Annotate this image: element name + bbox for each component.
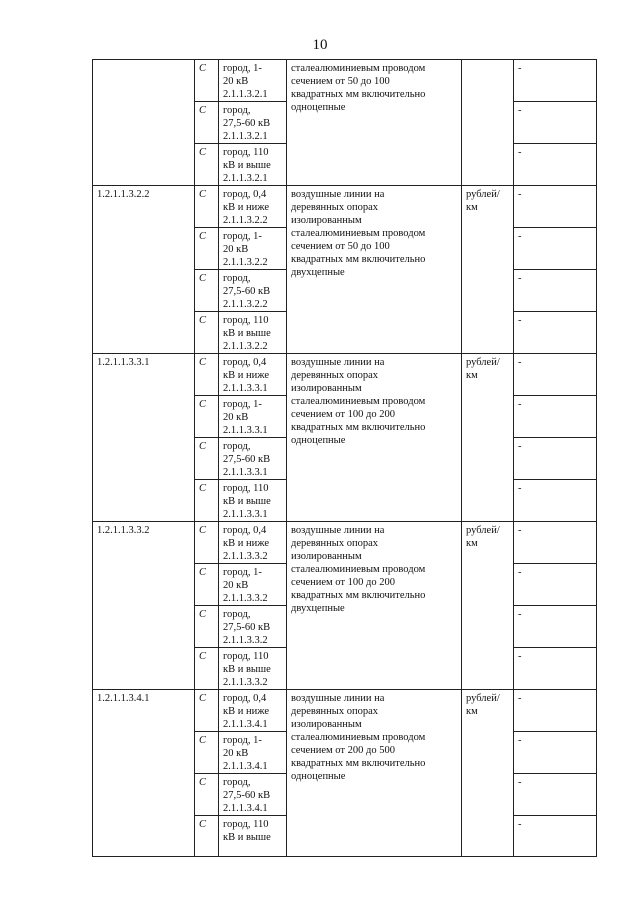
category-cell: С <box>195 270 219 312</box>
table-row <box>93 60 597 102</box>
value-cell: - <box>514 816 597 857</box>
table-row <box>93 522 597 564</box>
value-cell: - <box>514 144 597 186</box>
value-cell: - <box>514 60 597 102</box>
tariff-table <box>92 59 597 857</box>
unit-cell: рублей/ км <box>462 186 514 354</box>
voltage-cell: город, 110 кВ и выше 2.1.1.3.2.1 <box>219 144 287 186</box>
value-cell: - <box>514 564 597 606</box>
value-cell: - <box>514 522 597 564</box>
table-row <box>93 690 597 732</box>
voltage-cell: город, 1- 20 кВ 2.1.1.3.3.2 <box>219 564 287 606</box>
category-cell: С <box>195 438 219 480</box>
row-code: 1.2.1.1.3.4.1 <box>93 690 195 857</box>
unit-cell: рублей/ км <box>462 354 514 522</box>
category-cell: С <box>195 186 219 228</box>
value-cell: - <box>514 690 597 732</box>
voltage-cell: город, 110 кВ и выше 2.1.1.3.3.2 <box>219 648 287 690</box>
row-code: 1.2.1.1.3.3.1 <box>93 354 195 522</box>
value-cell: - <box>514 438 597 480</box>
voltage-cell: город, 110 кВ и выше <box>219 816 287 857</box>
category-cell: С <box>195 690 219 732</box>
voltage-cell: город, 0,4 кВ и ниже 2.1.1.3.3.2 <box>219 522 287 564</box>
voltage-cell: город, 27,5-60 кВ 2.1.1.3.3.1 <box>219 438 287 480</box>
description-cell: сталеалюминиевым проводом сечением от 50 до 100 квадратных мм включительно одноцепные <box>287 60 462 186</box>
page-number: 10 <box>312 37 328 53</box>
category-cell: С <box>195 312 219 354</box>
value-cell: - <box>514 228 597 270</box>
value-cell: - <box>514 354 597 396</box>
row-code <box>93 60 195 186</box>
row-code: 1.2.1.1.3.2.2 <box>93 186 195 354</box>
voltage-cell: город, 27,5-60 кВ 2.1.1.3.4.1 <box>219 774 287 816</box>
category-cell: С <box>195 732 219 774</box>
voltage-cell: город, 110 кВ и выше 2.1.1.3.3.1 <box>219 480 287 522</box>
value-cell: - <box>514 270 597 312</box>
voltage-cell: город, 1- 20 кВ 2.1.1.3.4.1 <box>219 732 287 774</box>
unit-cell <box>462 60 514 186</box>
value-cell: - <box>514 606 597 648</box>
value-cell: - <box>514 648 597 690</box>
category-cell: С <box>195 564 219 606</box>
voltage-cell: город, 0,4 кВ и ниже 2.1.1.3.4.1 <box>219 690 287 732</box>
category-cell: С <box>195 102 219 144</box>
voltage-cell: город, 110 кВ и выше 2.1.1.3.2.2 <box>219 312 287 354</box>
category-cell: С <box>195 60 219 102</box>
category-cell: С <box>195 396 219 438</box>
value-cell: - <box>514 186 597 228</box>
description-cell: воздушные линии на деревянных опорах изолированным сталеалюминиевым проводом сечением от 100 до 200 квадратных мм включительно одноцепные <box>287 354 462 522</box>
unit-cell: рублей/ км <box>462 690 514 857</box>
description-cell: воздушные линии на деревянных опорах изолированным сталеалюминиевым проводом сечением от 50 до 100 квадратных мм включительно двухцепные <box>287 186 462 354</box>
value-cell: - <box>514 732 597 774</box>
tariff-table-body <box>93 60 597 857</box>
description-cell: воздушные линии на деревянных опорах изолированным сталеалюминиевым проводом сечением от 100 до 200 квадратных мм включительно двухцепные <box>287 522 462 690</box>
voltage-cell: город, 0,4 кВ и ниже 2.1.1.3.3.1 <box>219 354 287 396</box>
row-code: 1.2.1.1.3.3.2 <box>93 522 195 690</box>
unit-cell: рублей/ км <box>462 522 514 690</box>
voltage-cell: город, 0,4 кВ и ниже 2.1.1.3.2.2 <box>219 186 287 228</box>
value-cell: - <box>514 102 597 144</box>
category-cell: С <box>195 774 219 816</box>
category-cell: С <box>195 354 219 396</box>
category-cell: С <box>195 522 219 564</box>
category-cell: С <box>195 606 219 648</box>
category-cell: С <box>195 144 219 186</box>
value-cell: - <box>514 480 597 522</box>
category-cell: С <box>195 648 219 690</box>
voltage-cell: город, 27,5-60 кВ 2.1.1.3.3.2 <box>219 606 287 648</box>
voltage-cell: город, 27,5-60 кВ 2.1.1.3.2.2 <box>219 270 287 312</box>
category-cell: С <box>195 480 219 522</box>
value-cell: - <box>514 312 597 354</box>
voltage-cell: город, 1- 20 кВ 2.1.1.3.2.1 <box>219 60 287 102</box>
voltage-cell: город, 1- 20 кВ 2.1.1.3.2.2 <box>219 228 287 270</box>
voltage-cell: город, 27,5-60 кВ 2.1.1.3.2.1 <box>219 102 287 144</box>
description-cell: воздушные линии на деревянных опорах изолированным сталеалюминиевым проводом сечением от 200 до 500 квадратных мм включительно одноцепные <box>287 690 462 857</box>
voltage-cell: город, 1- 20 кВ 2.1.1.3.3.1 <box>219 396 287 438</box>
table-row <box>93 186 597 228</box>
category-cell: С <box>195 816 219 857</box>
value-cell: - <box>514 774 597 816</box>
value-cell: - <box>514 396 597 438</box>
category-cell: С <box>195 228 219 270</box>
table-row <box>93 354 597 396</box>
